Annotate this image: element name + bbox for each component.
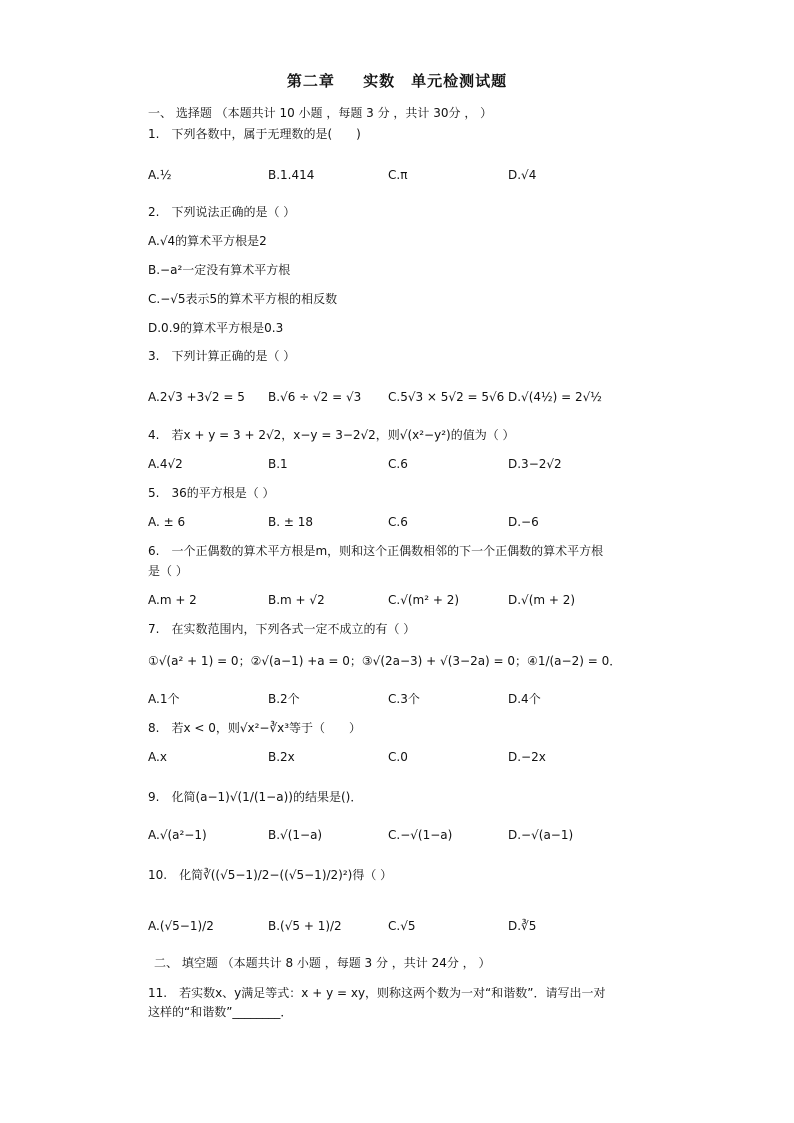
question-5-option-a: A. ± 6 — [148, 515, 186, 529]
question-6-stem: 6. 一个正偶数的算术平方根是m，则和这个正偶数相邻的下一个正偶数的算术平方根 — [148, 544, 604, 558]
question-9-option-a: A.√(a²−1) — [148, 828, 207, 842]
section-choice-heading: 一、 选择题 （本题共计 10 小题 ，每题 3 分 ，共计 30分 ， ） — [148, 106, 493, 120]
question-3-option-c: C.5√3 × 5√2 = 5√6 — [388, 390, 505, 404]
question-7-items: ①√(a² + 1) = 0；②√(a−1) +a = 0；③√(2a−3) + √(3−2a) = 0；④1/(a−2) = 0． — [148, 654, 622, 668]
question-7-stem: 7. 在实数范围内，下列各式一定不成立的有（ ） — [148, 622, 416, 636]
question-1-stem: 1. 下列各数中，属于无理数的是( ) — [148, 127, 361, 141]
question-2-option-d: D.0.9的算术平方根是0.3 — [148, 321, 284, 335]
question-9-option-c: C.−√(1−a) — [388, 828, 453, 842]
question-10-stem: 10. 化简∛((√5−1)/2−((√5−1)/2)²)得（ ） — [148, 868, 393, 882]
question-3-option-b: B.√6 ÷ √2 = √3 — [268, 390, 362, 404]
question-4-option-b: B.1 — [268, 457, 288, 471]
question-7-option-a: A.1个 — [148, 692, 180, 706]
question-6-option-a: A.m + 2 — [148, 593, 197, 607]
question-1-option-b: B.1.414 — [268, 168, 315, 182]
question-6-option-d: D.√(m + 2) — [508, 593, 576, 607]
question-8-option-c: C.0 — [388, 750, 408, 764]
question-8-stem: 8. 若x < 0，则√x²−∛x³等于（ ） — [148, 721, 362, 735]
question-11-stem: 11. 若实数x、y满足等式：x + y = xy，则称这两个数为一对“和谐数”．请写出一对 — [148, 986, 606, 1000]
question-5-option-b: B. ± 18 — [268, 515, 313, 529]
question-2-option-b: B.−a²一定没有算术平方根 — [148, 263, 291, 277]
question-6-stem-cont: 是（ ） — [148, 564, 188, 578]
question-2-stem: 2. 下列说法正确的是（ ） — [148, 205, 296, 219]
question-4-option-c: C.6 — [388, 457, 408, 471]
question-8-option-a: A.x — [148, 750, 167, 764]
question-9-stem: 9. 化简(a−1)√(1/(1−a))的结果是()． — [148, 790, 363, 804]
question-7-option-b: B.2个 — [268, 692, 300, 706]
question-10-option-c: C.√5 — [388, 919, 416, 933]
question-10-option-a: A.(√5−1)/2 — [148, 919, 214, 933]
question-11-stem-cont: 这样的“和谐数”________． — [148, 1005, 293, 1019]
question-1-option-a: A.½ — [148, 168, 172, 182]
question-3-stem: 3. 下列计算正确的是（ ） — [148, 349, 296, 363]
question-4-option-d: D.3−2√2 — [508, 457, 562, 471]
question-3-option-d: D.√(4½) = 2√½ — [508, 390, 602, 404]
question-5-option-d: D.−6 — [508, 515, 539, 529]
question-4-stem: 4. 若x + y = 3 + 2√2，x−y = 3−2√2，则√(x²−y²)的值为（ ） — [148, 428, 515, 442]
question-2-option-c: C.−√5表示5的算术平方根的相反数 — [148, 292, 338, 306]
question-6-option-b: B.m + √2 — [268, 593, 325, 607]
question-8-option-b: B.2x — [268, 750, 295, 764]
question-9-option-b: B.√(1−a) — [268, 828, 323, 842]
question-4-option-a: A.4√2 — [148, 457, 183, 471]
question-9-option-d: D.−√(a−1) — [508, 828, 574, 842]
question-10-option-d: D.∛5 — [508, 919, 537, 933]
page-title: 第二章 实数 单元检测试题 — [286, 72, 508, 90]
section-fill-heading: 二、 填空题 （本题共计 8 小题 ，每题 3 分 ，共计 24分 ， ） — [154, 956, 491, 970]
question-10-option-b: B.(√5 + 1)/2 — [268, 919, 342, 933]
question-5-option-c: C.6 — [388, 515, 408, 529]
question-2-option-a: A.√4的算术平方根是2 — [148, 234, 267, 248]
question-6-option-c: C.√(m² + 2) — [388, 593, 460, 607]
question-7-option-d: D.4个 — [508, 692, 541, 706]
question-7-option-c: C.3个 — [388, 692, 420, 706]
question-1-option-c: C.π — [388, 168, 408, 182]
question-1-option-d: D.√4 — [508, 168, 537, 182]
question-3-option-a: A.2√3 +3√2 = 5 — [148, 390, 245, 404]
question-5-stem: 5. 36的平方根是（ ） — [148, 486, 275, 500]
question-8-option-d: D.−2x — [508, 750, 546, 764]
